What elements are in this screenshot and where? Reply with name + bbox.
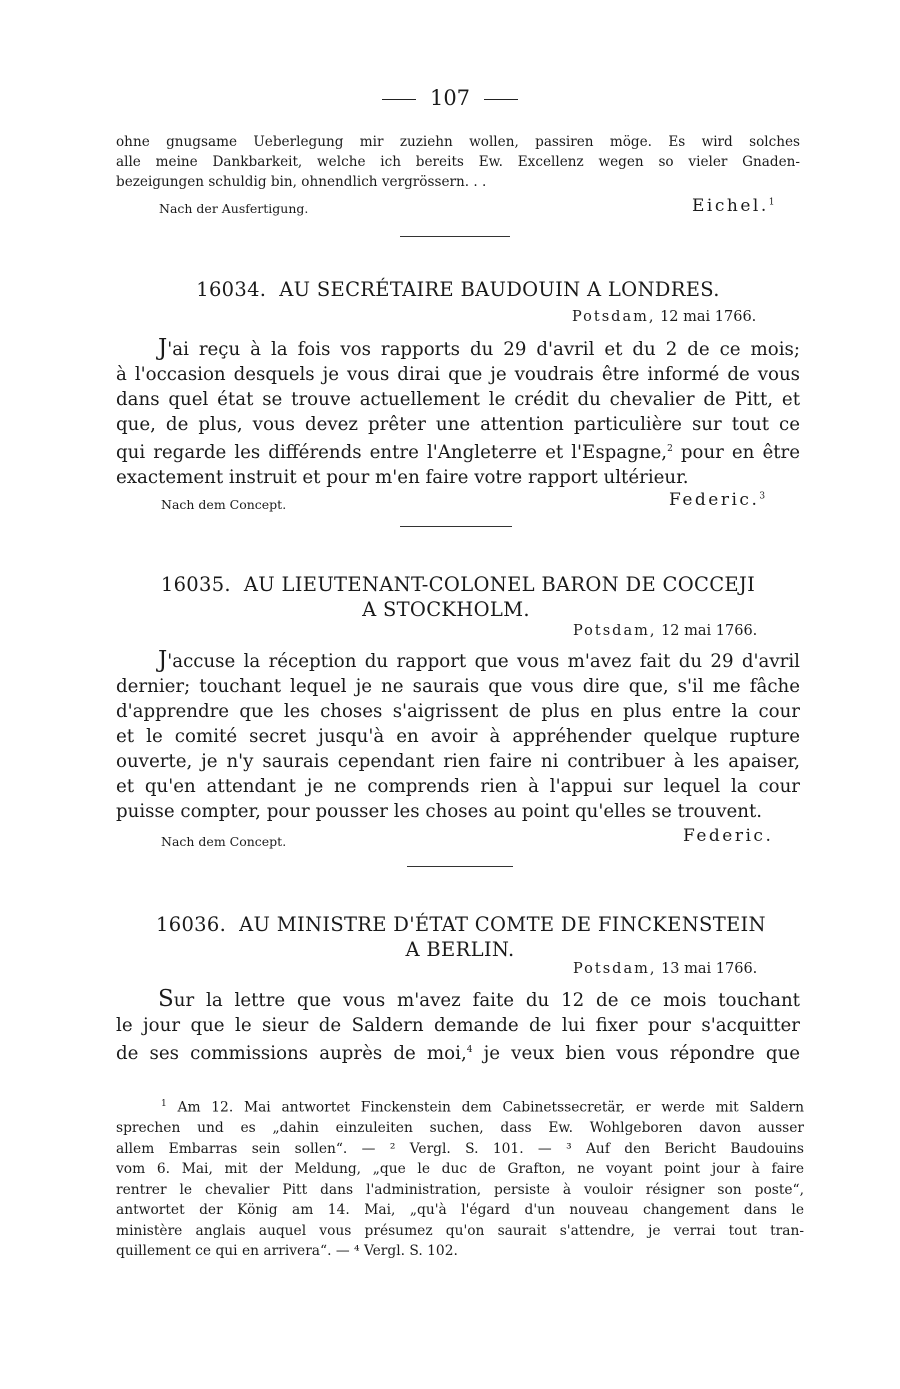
page-number: 107: [0, 86, 900, 110]
signature: Federic.: [683, 826, 774, 846]
footnotes: [116, 1094, 804, 1262]
text-line: dans quel état se trouve actuellement le crédit du chevalier de Pitt, et: [116, 389, 800, 410]
initial-letter: J: [158, 647, 168, 673]
letter-date: Potsdam, 12 mai 1766.: [572, 309, 757, 325]
letter-body: [116, 336, 800, 490]
letter-number: 16034.: [196, 278, 267, 301]
text-line: alle meine Dankbarkeit, welche ich bereits Ew. Excellenz wegen so vieler Gnaden-: [116, 154, 800, 170]
text-line: bezeigungen schuldig bin, ohnendlich vergrössern. . .: [116, 174, 487, 190]
text-line: ouverte, je n'y saurais cependant rien faire ni contribuer à les apaiser,: [116, 751, 800, 772]
footnote-line: sprechen und es „dahin einzuleiten suchen, dass Ew. Wohlgeboren davon ausser: [116, 1120, 804, 1137]
signature: Eichel.$^1$: [692, 196, 775, 216]
text-line: d'apprendre que les choses s'aigrissent de plus en plus entre la cour: [116, 701, 800, 722]
footnote-line: antwortet der König am 14. Mai, „qu'à l'égard d'un nouveau changement dans le: [116, 1202, 804, 1219]
initial-letter: J: [158, 335, 168, 361]
footnote-line: quillement ce qui en arrivera“. — ⁴ Vergl. S. 102.: [116, 1243, 458, 1260]
letter-body: [116, 987, 800, 1066]
text-line: qui regarde les différends entre l'Angleterre et l'Espagne,$^2$ pour en être: [116, 442, 800, 464]
footnote-ref: 1: [768, 197, 775, 208]
text-line: puisse compter, pour pousser les choses au point qu'elles se trouvent.: [116, 801, 763, 822]
footnote-ref: 4: [466, 1045, 473, 1055]
source-note: Nach dem Concept.: [161, 497, 287, 512]
section-divider: [400, 236, 510, 237]
footnote-ref: 3: [759, 491, 766, 502]
letter-title-line-2: A BERLIN.: [405, 938, 515, 961]
source-note: Nach dem Concept.: [161, 834, 287, 849]
letter-number: 16035.: [160, 573, 231, 596]
letter-heading: [116, 913, 806, 936]
footnote-ref: 1: [161, 1099, 167, 1109]
footnote-line: vom 6. Mai, mit der Meldung, „que le duc de Grafton, ne voyant point jour à faire: [116, 1161, 804, 1178]
footnote-line: rentrer le chevalier Pitt dans l'administration, persiste à vouloir résigner son poste“,: [116, 1181, 804, 1198]
text-line: le jour que le sieur de Saldern demande de lui fixer pour s'acquitter: [116, 1015, 800, 1036]
page-number-dash-left: [382, 99, 416, 100]
text-line: Sur la lettre que vous m'avez faite du 12 de ce mois touchant: [158, 986, 800, 1012]
letter-body: [116, 648, 800, 824]
letter-title: AU SECRÉTAIRE BAUDOUIN A LONDRES.: [279, 278, 720, 301]
section-divider: [407, 866, 513, 867]
page-number-dash-right: [484, 99, 518, 100]
text-line: exactement instruit et pour m'en faire votre rapport ultérieur.: [116, 467, 689, 489]
letter-date: Potsdam, 12 mai 1766.: [573, 623, 758, 639]
section-divider: [400, 526, 512, 527]
text-line: de ses commissions auprès de moi,$^4$ je veux bien vous répondre que: [116, 1043, 800, 1065]
signature: Federic.$^3$: [669, 490, 766, 510]
letter-title: AU LIEUTENANT-COLONEL BARON DE COCCEJI: [243, 573, 756, 596]
initial-letter: S: [158, 986, 174, 1012]
letter-number: 16036.: [156, 913, 227, 936]
letter-heading: [116, 278, 800, 301]
continuation-paragraph: [116, 132, 800, 192]
text-line: et qu'en attendant je ne comprends rien à l'appui sur lequel la cour: [116, 776, 800, 797]
letter-title: AU MINISTRE D'ÉTAT COMTE DE FINCKENSTEIN: [239, 913, 766, 936]
text-line: dernier; touchant lequel je ne saurais que vous dire que, s'il me fâche: [116, 676, 800, 697]
footnote-ref: 2: [667, 444, 673, 454]
letter-date: Potsdam, 13 mai 1766.: [573, 961, 758, 977]
letter-title-line-2: A STOCKHOLM.: [362, 598, 530, 621]
text-line: J'accuse la réception du rapport que vous m'avez fait du 29 d'avril: [158, 647, 800, 673]
footnote-line: $^1$ Am 12. Mai antwortet Finckenstein dem Cabinetssecretär, er werde mit Saldern: [161, 1099, 805, 1116]
letter-heading: [116, 573, 800, 596]
source-note: Nach der Ausfertigung.: [159, 201, 309, 216]
text-line: que, de plus, vous devez prêter une attention particulière sur tout ce: [116, 414, 800, 435]
footnote-line: allem Embarras sein sollen“. — ² Vergl. S. 101. — ³ Auf den Bericht Baudouins: [116, 1140, 804, 1157]
footnote-line: ministère anglais auquel vous présumez qu'on saurait s'attendre, je verrai tout tran-: [116, 1222, 804, 1239]
text-line: à l'occasion desquels je vous dirai que je voudrais être informé de vous: [116, 364, 800, 385]
text-line: J'ai reçu à la fois vos rapports du 29 d'avril et du 2 de ce mois;: [158, 335, 800, 361]
text-line: et le comité secret jusqu'à en avoir à appréhender quelque rupture: [116, 726, 800, 747]
text-line: ohne gnugsame Ueberlegung mir zuziehn wollen, passiren möge. Es wird solches: [116, 134, 800, 150]
